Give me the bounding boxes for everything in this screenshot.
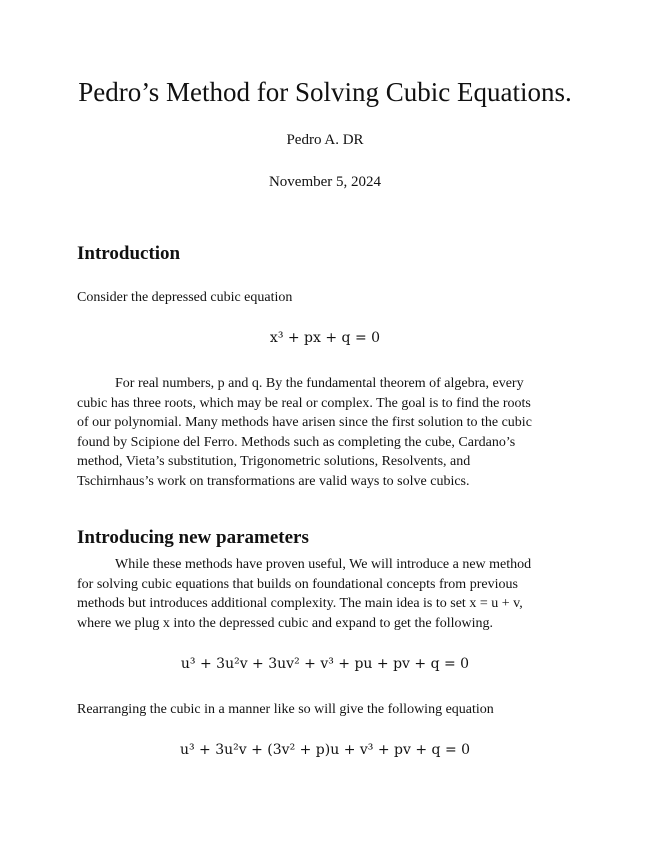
text-line: Consider the depressed cubic equation [77, 290, 293, 305]
text-line: found by Scipione del Ferro. Methods such as completing the cube, Cardano’s [77, 434, 516, 450]
text-line: method, Vieta’s substitution, Trigonometric solutions, Resolvents, and [77, 454, 471, 470]
text-line: where we plug x into the depressed cubic and expand to get the following. [77, 615, 493, 631]
text-line: Tschirnhaus’s work on transformations are valid ways to solve cubics. [77, 473, 470, 489]
text-line: cubic has three roots, which may be real or complex. The goal is to find the roots [77, 395, 531, 411]
equation-rearranged-cubic [0, 742, 650, 758]
paper-date: November 5, 2024 [268, 174, 382, 190]
intro-paragraph [77, 374, 572, 492]
equation-text: u³ + 3u²v + 3uv² + v³ + pu + pv + q = 0 [180, 656, 470, 672]
rearrange-line [77, 700, 572, 720]
text-line: for solving cubic equations that builds on foundational concepts from previous [77, 576, 518, 592]
paper-author: Pedro A. DR [286, 132, 364, 148]
text-line: methods but introduces additional complexity. The main idea is to set x = u + v, [77, 596, 523, 612]
equation-text: x³ + px + q = 0 [269, 330, 381, 346]
equation-expanded-cubic [0, 656, 650, 672]
text-line: of our polynomial. Many methods have arisen since the first solution to the cubic [77, 415, 532, 431]
equation-depressed-cubic [0, 330, 650, 346]
equation-text: u³ + 3u²v + (3v² + p)u + v³ + pv + q = 0 [179, 742, 471, 758]
section-heading-new-parameters: Introducing new parameters [77, 527, 309, 548]
intro-line [77, 288, 572, 308]
text-line: For real numbers, p and q. By the fundamental theorem of algebra, every [115, 376, 524, 391]
parameters-paragraph [77, 555, 572, 633]
paper-title: Pedro’s Method for Solving Cubic Equations. [78, 77, 572, 107]
text-line: Rearranging the cubic in a manner like so will give the following equation [77, 702, 494, 717]
section-heading-introduction: Introduction [77, 243, 181, 264]
text-line: While these methods have proven useful, We will introduce a new method [115, 557, 532, 572]
